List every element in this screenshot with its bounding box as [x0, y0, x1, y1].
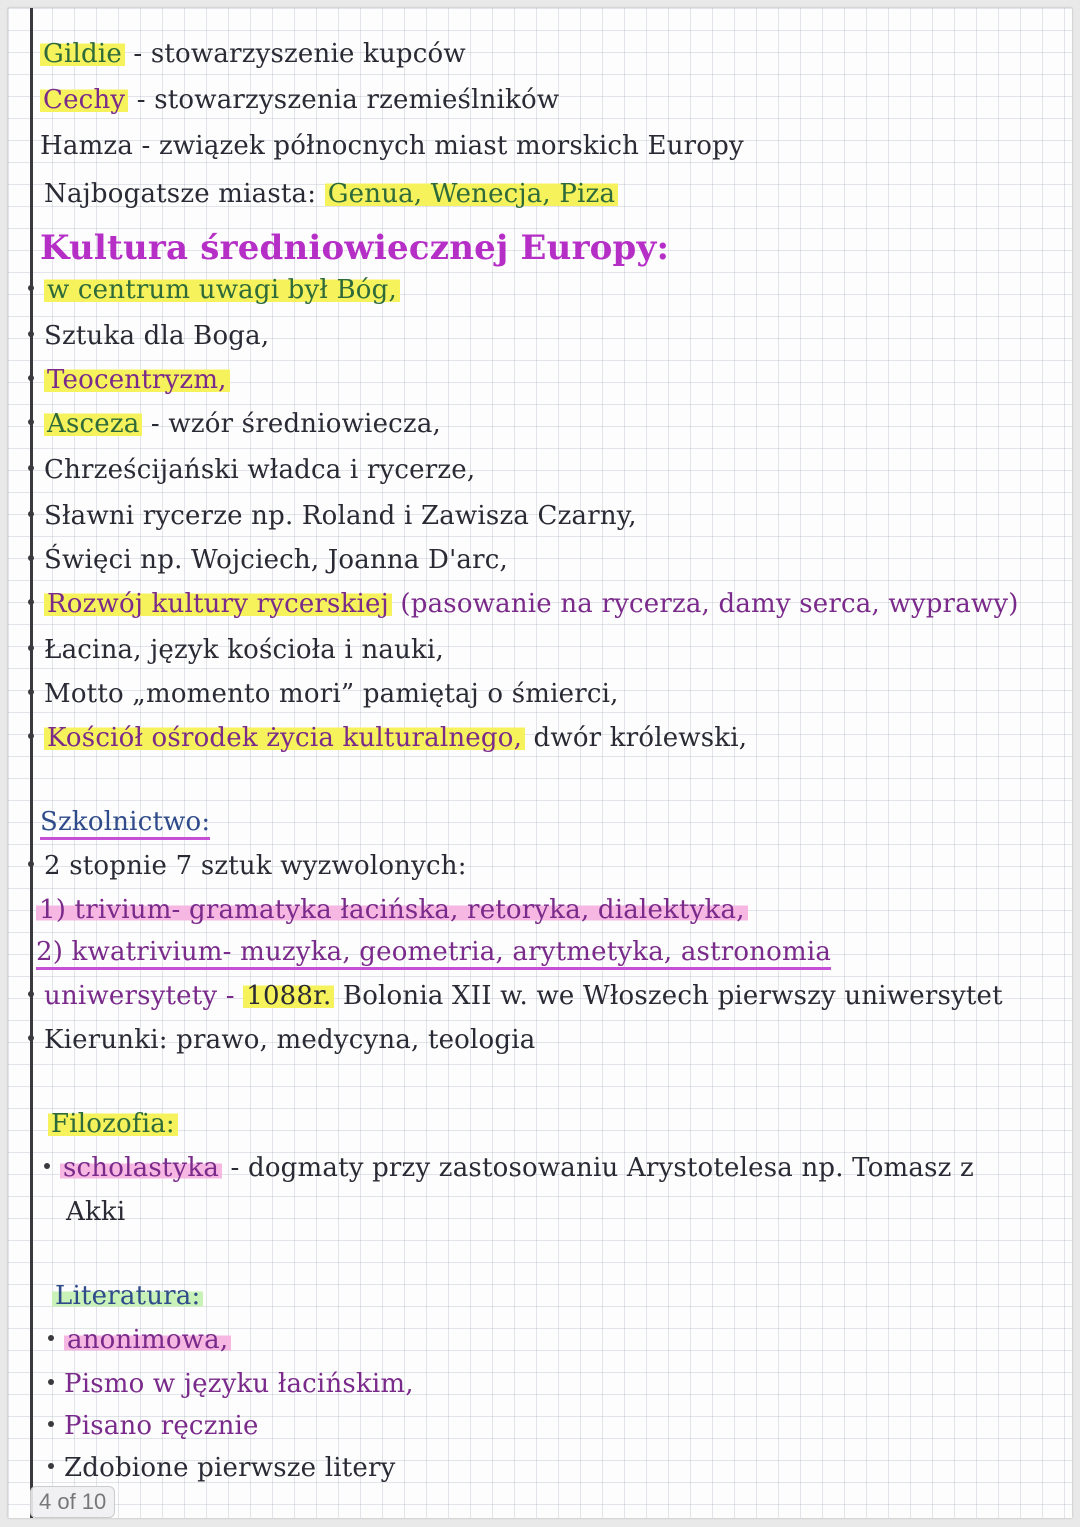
bullet-icon: [44, 1163, 50, 1169]
literatura-item-2: Pismo w języku łacińskim,: [48, 1368, 414, 1400]
heading-filozofia: Filozofia:: [48, 1108, 178, 1140]
bullet-icon: [28, 861, 34, 867]
page-indicator: 4 of 10: [30, 1486, 115, 1518]
heading-kultura: Kultura średniowiecznej Europy:: [40, 228, 670, 268]
kultura-item-2: Sztuka dla Boga,: [28, 320, 269, 352]
literatura-item-1: anonimowa,: [48, 1324, 231, 1356]
heading-szkolnictwo: Szkolnictwo:: [40, 806, 210, 838]
term-cechy: Cechy: [40, 85, 128, 115]
kultura-item-1: w centrum uwagi był Bóg,: [28, 274, 400, 306]
kultura-item-10: Motto „momento mori” pamiętaj o śmierci,: [28, 678, 619, 710]
bullet-icon: [28, 689, 34, 695]
bullet-icon: [28, 733, 34, 739]
line-miasta: [44, 178, 618, 210]
bullet-icon: [28, 375, 34, 381]
bullet-icon: [28, 511, 34, 517]
bullet-icon: [28, 599, 34, 605]
filozofia-line-2: Akki: [66, 1197, 126, 1227]
bullet-icon: [28, 285, 34, 291]
bullet-icon: [28, 1035, 34, 1041]
kultura-item-3: Teocentryzm,: [28, 364, 230, 396]
def-cechy: - stowarzyszenia rzemieślników: [128, 85, 560, 115]
bullet-icon: [48, 1335, 54, 1341]
kultura-item-9: Łacina, język kościoła i nauki,: [28, 634, 444, 666]
margin-line: [30, 8, 33, 1518]
kultura-item-6: Sławni rycerze np. Roland i Zawisza Czarny,: [28, 500, 637, 532]
line-cechy: [40, 84, 559, 116]
kultura-item-11: Kościół ośrodek życia kulturalnego, dwór królewski,: [28, 722, 747, 754]
szkolnictwo-kierunki: Kierunki: prawo, medycyna, teologia: [28, 1024, 535, 1056]
uni-year: 1088r.: [243, 981, 334, 1011]
filozofia-line-1: scholastyka - dogmaty przy zastosowaniu Arystotelesa np. Tomasz z: [44, 1152, 974, 1184]
bullet-icon: [28, 331, 34, 337]
bullet-icon: [48, 1463, 54, 1469]
miasta-prefix: Najbogatsze miasta:: [44, 179, 325, 209]
bullet-icon: [28, 465, 34, 471]
bullet-icon: [28, 555, 34, 561]
bullet-icon: [48, 1379, 54, 1385]
line-gildie: [40, 38, 466, 70]
def-gildie: - stowarzyszenie kupców: [124, 39, 466, 69]
kultura-item-7: Święci np. Wojciech, Joanna D'arc,: [28, 544, 508, 576]
literatura-item-4: Zdobione pierwsze litery: [48, 1452, 395, 1484]
notebook-page: [8, 8, 1072, 1518]
bullet-icon: [28, 645, 34, 651]
literatura-item-3: Pisano ręcznie: [48, 1410, 259, 1442]
bullet-icon: [28, 991, 34, 997]
line-hanza: [40, 130, 744, 162]
bullet-icon: [28, 419, 34, 425]
term-gildie: Gildie: [40, 39, 125, 69]
def-hanza: - związek północnych miast morskich Europy: [133, 131, 744, 161]
szkolnictwo-item-2: 1) trivium- gramatyka łacińska, retoryka, dialektyka,: [36, 894, 748, 926]
szkolnictwo-item-3: 2) kwatrivium- muzyka, geometria, arytmetyka, astronomia: [36, 936, 831, 968]
kultura-item-8: Rozwój kultury rycerskiej (pasowanie na rycerza, damy serca, wyprawy): [28, 588, 1019, 620]
heading-literatura: Literatura:: [52, 1280, 203, 1312]
term-hanza: Hamza: [40, 131, 134, 161]
szkolnictwo-uniwersytety: uniwersytety - 1088r. Bolonia XII w. we Włoszech pierwszy uniwersytet: [28, 980, 1003, 1012]
kultura-item-5: Chrześcijański władca i rycerze,: [28, 454, 475, 486]
kultura-item-4: Asceza - wzór średniowiecza,: [28, 408, 441, 440]
szkolnictwo-item-1: 2 stopnie 7 sztuk wyzwolonych:: [28, 850, 467, 882]
miasta-value: Genua, Wenecja, Piza: [325, 179, 618, 209]
bullet-icon: [48, 1421, 54, 1427]
